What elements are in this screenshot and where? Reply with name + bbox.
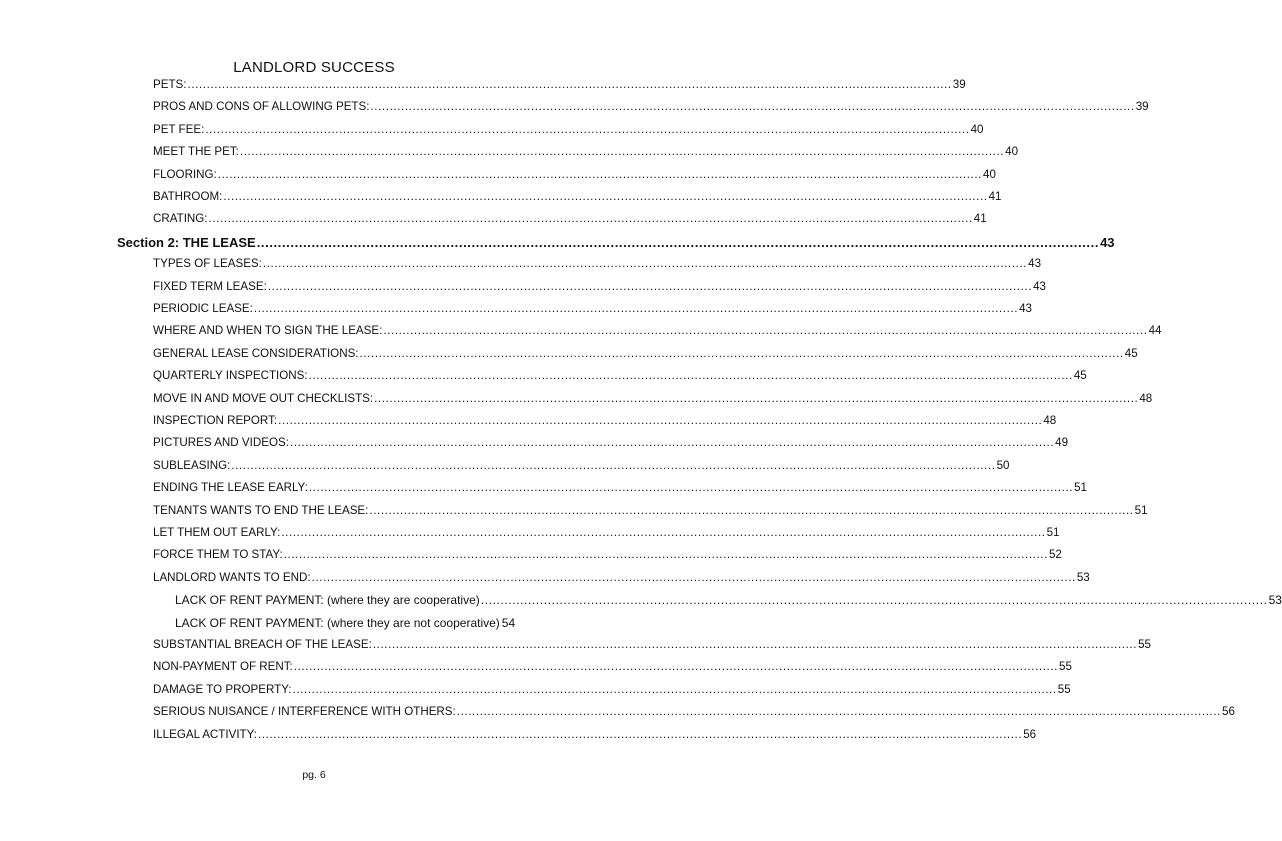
toc-dot-leader: ........................................................................................................................................................................................................ [369, 503, 1134, 517]
toc-entry [153, 705, 1235, 719]
toc-entry-title: PICTURES AND VIDEOS: [153, 436, 289, 450]
toc-dot-leader: ........................................................................................................................................................................................................ [308, 369, 1073, 383]
toc-entry-page: 39 [952, 78, 966, 91]
toc-dot-leader: ........................................................................................................................................................................................................ [187, 78, 952, 91]
toc-entry-page: 44 [1148, 324, 1162, 338]
toc-dot-leader: ........................................................................................................................................................................................................ [370, 100, 1135, 114]
toc-entry-page: 52 [1048, 548, 1062, 562]
toc-entry-title: ILLEGAL ACTIVITY: [153, 727, 257, 741]
toc-dot-leader: ........................................................................................................................................................................................................ [289, 436, 1055, 450]
toc-dot-leader: ........................................................................................................................................................................................................ [359, 346, 1124, 360]
toc-dot-leader: ........................................................................................................................................................................................................ [292, 682, 1057, 696]
toc-entry-title: WHERE AND WHEN TO SIGN THE LEASE: [153, 324, 383, 338]
toc-entry-page: 43 [1019, 302, 1033, 315]
toc-dot-leader: ........................................................................................................................................................................................................ [311, 570, 1076, 584]
toc-entry-page: 54 [501, 615, 516, 630]
toc-entry-page: 49 [1055, 436, 1069, 450]
toc-entry-title: CRATING: [153, 212, 208, 226]
toc-dot-leader: ........................................................................................................................................................................................................ [239, 145, 1005, 159]
toc-entry [175, 615, 516, 630]
toc-entry [153, 145, 1019, 159]
toc-entry-title: FORCE THEM TO STAY: [153, 548, 283, 562]
toc-entry-title: SUBSTANTIAL BREACH OF THE LEASE: [153, 638, 372, 651]
toc-entry [153, 481, 1087, 495]
toc-entry-page: 41 [973, 212, 987, 226]
toc-dot-leader: ........................................................................................................................................................................................................ [372, 638, 1138, 651]
toc-entry-page: 48 [1139, 391, 1153, 405]
toc-entry-page: 39 [1135, 100, 1149, 114]
toc-entry-title: DAMAGE TO PROPERTY: [153, 682, 292, 696]
toc-entry-page: 53 [1076, 570, 1090, 584]
toc-entry-page: 53 [1268, 593, 1282, 608]
toc-entry-title: INSPECTION REPORT: [153, 414, 278, 427]
toc-entry-page: 41 [988, 190, 1002, 203]
toc-entry-page: 50 [996, 458, 1010, 472]
toc-dot-leader: ........................................................................................................................................................................................................ [208, 212, 973, 226]
toc-section-heading [117, 234, 1115, 250]
toc-entry [153, 548, 1062, 562]
toc-entry [153, 190, 1002, 203]
toc-entry-title: PET FEE: [153, 122, 205, 136]
toc-entry-page: 56 [1222, 705, 1235, 719]
toc-entry-page: 48 [1043, 414, 1057, 427]
toc-entry-page: 40 [983, 167, 996, 181]
toc-entry-page: 45 [1073, 369, 1087, 383]
toc-entry-title: MEET THE PET: [153, 145, 239, 159]
toc-dot-leader: ........................................................................................................................................................................................................ [383, 324, 1148, 338]
toc-dot-leader: ........................................................................................................................................................................................................ [278, 414, 1043, 427]
toc-entry [153, 257, 1042, 271]
toc-entry-title: FIXED TERM LEASE: [153, 279, 267, 293]
toc-entry [153, 526, 1060, 539]
toc-entry-title: ENDING THE LEASE EARLY: [153, 481, 308, 495]
toc-entry-page: 55 [1057, 682, 1071, 696]
toc-entry-title: SERIOUS NUISANCE / INTERFERENCE WITH OTHERS: [153, 705, 456, 719]
toc-entry-title: BATHROOM: [153, 190, 223, 203]
toc-dot-leader: ........................................................................................................................................................................................................ [217, 167, 983, 181]
toc-entry-page: 43 [1028, 257, 1042, 271]
toc-entry-title: PETS: [153, 78, 187, 91]
toc-entry [153, 660, 1072, 674]
toc-entry-page: 40 [1005, 145, 1019, 159]
toc-entry [153, 212, 987, 226]
toc-entry [153, 727, 1037, 741]
toc-entry-page: 51 [1046, 526, 1060, 539]
toc-entry-title: TENANTS WANTS TO END THE LEASE: [153, 503, 369, 517]
toc-entry [153, 324, 1162, 338]
toc-dot-leader: ........................................................................................................................................................................................................ [293, 660, 1059, 674]
toc-entry-title: NON-PAYMENT OF RENT: [153, 660, 293, 674]
toc-dot-leader: ........................................................................................................................................................................................................ [253, 302, 1019, 315]
toc-entry-page: 40 [970, 122, 984, 136]
toc-entry-title: LET THEM OUT EARLY: [153, 526, 281, 539]
toc-entry [153, 414, 1057, 427]
toc-entry [153, 391, 1153, 405]
toc-entry [153, 682, 1071, 696]
toc-dot-leader: ........................................................................................................................................................................................................ [231, 458, 996, 472]
toc-dot-leader: ........................................................................................................................................................................................................ [256, 234, 1100, 250]
toc-entry [153, 279, 1046, 293]
toc-dot-leader: ........................................................................................................................................................................................................ [283, 548, 1048, 562]
toc-entry [153, 458, 1010, 472]
toc-entry-page: 45 [1124, 346, 1138, 360]
toc-entry [153, 167, 996, 181]
toc-entry [153, 302, 1033, 315]
running-header: LANDLORD SUCCESS [233, 59, 395, 76]
toc-entry-title: GENERAL LEASE CONSIDERATIONS: [153, 346, 359, 360]
toc-entry [153, 369, 1087, 383]
toc-entry-title: PERIODIC LEASE: [153, 302, 253, 315]
toc-entry [153, 122, 984, 136]
toc-entry-page: 43 [1100, 234, 1115, 250]
toc-dot-leader: ........................................................................................................................................................................................................ [480, 593, 1268, 608]
toc-entry-title: FLOORING: [153, 167, 217, 181]
toc-entry-page: 43 [1033, 279, 1046, 293]
toc-entry [153, 436, 1069, 450]
toc-dot-leader: ........................................................................................................................................................................................................ [281, 526, 1046, 539]
toc-entry-title: TYPES OF LEASES: [153, 257, 262, 271]
toc-entry-title: PROS AND CONS OF ALLOWING PETS: [153, 100, 370, 114]
toc-entry [153, 78, 966, 91]
toc-entry [153, 570, 1090, 584]
toc-entry-page: 51 [1134, 503, 1148, 517]
toc-entry-title: LANDLORD WANTS TO END: [153, 570, 311, 584]
toc-entry-title: SUBLEASING: [153, 458, 231, 472]
toc-dot-leader: ........................................................................................................................................................................................................ [223, 190, 988, 203]
toc-dot-leader: ........................................................................................................................................................................................................ [308, 481, 1074, 495]
toc-entry-page: 55 [1138, 638, 1151, 651]
toc-entry-title: LACK OF RENT PAYMENT: (where they are not cooperative) [175, 615, 500, 630]
toc-entry-title: Section 2: THE LEASE [117, 234, 256, 250]
toc-dot-leader: ........................................................................................................................................................................................................ [267, 279, 1033, 293]
page-number: pg. 6 [302, 769, 326, 781]
toc-entry [175, 593, 1282, 608]
toc-entry-title: QUARTERLY INSPECTIONS: [153, 369, 308, 383]
toc-entry [153, 503, 1148, 517]
toc-entry [153, 638, 1151, 651]
toc-entry-page: 56 [1023, 727, 1037, 741]
toc-dot-leader: ........................................................................................................................................................................................................ [262, 257, 1028, 271]
toc-entry-title: MOVE IN AND MOVE OUT CHECKLISTS: [153, 391, 374, 405]
toc-entry-title: LACK OF RENT PAYMENT: (where they are cooperative) [175, 593, 480, 608]
toc-entry-page: 55 [1059, 660, 1072, 674]
toc-dot-leader: ........................................................................................................................................................................................................ [205, 122, 970, 136]
toc-dot-leader: ........................................................................................................................................................................................................ [374, 391, 1139, 405]
toc-entry [153, 346, 1138, 360]
toc-dot-leader: ........................................................................................................................................................................................................ [257, 727, 1023, 741]
toc-entry-page: 51 [1074, 481, 1087, 495]
toc-dot-leader: ........................................................................................................................................................................................................ [456, 705, 1221, 719]
toc-entry [153, 100, 1149, 114]
